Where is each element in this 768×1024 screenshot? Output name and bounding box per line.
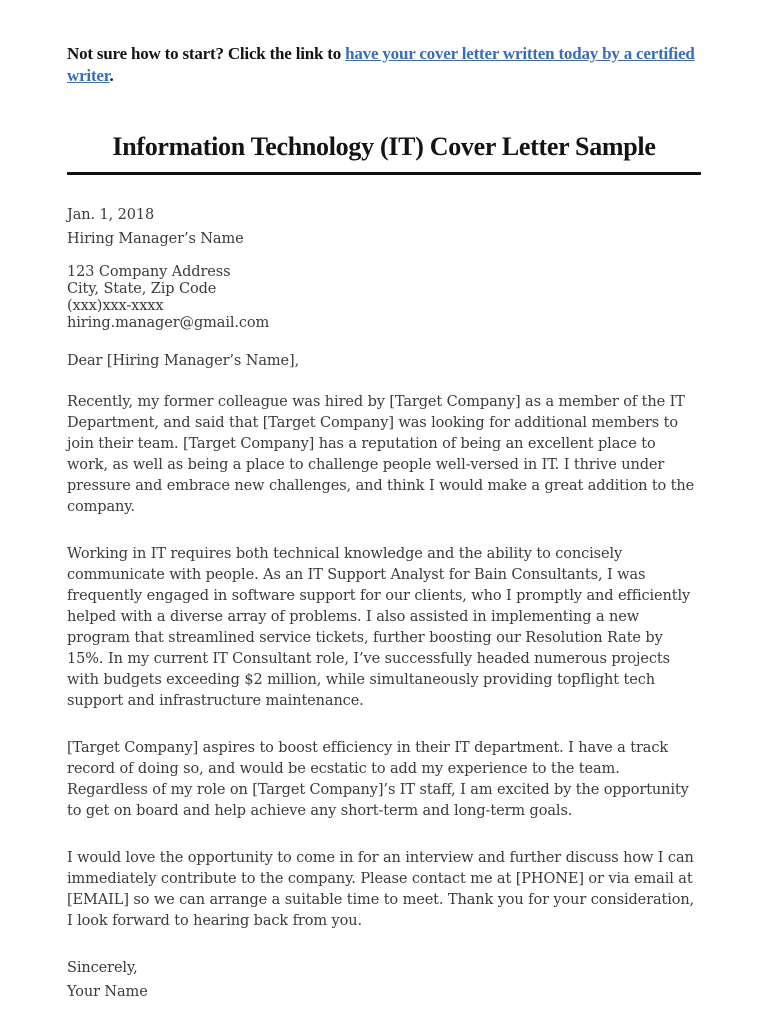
letter-paragraph: Recently, my former colleague was hired by [Target Company] as a member of the IT Department, and said that [Target Company] was looking for additional members to join their team. [Target Company] has a reputation of being an excellent place to work, as well as being a place to challenge people well-versed in IT. I thrive under pressure and embrace new challenges, and think I would make a great addition to the company. (67, 394, 695, 515)
address-block (67, 264, 701, 332)
address-line: hiring.manager@gmail.com (67, 315, 270, 331)
recipient-name: Hiring Manager’s Name (67, 231, 244, 247)
letter-paragraph: Working in IT requires both technical knowledge and the ability to concisely communicate with people. As an IT Support Analyst for Bain Consultants, I was frequently engaged in software support for our clients, who I promptly and efficiently helped with a diverse array of problems. I also assisted in implementing a new program that streamlined service tickets, further boosting our Resolution Rate by 15%. In my current IT Consultant role, I’ve successfully headed numerous projects with budgets exceeding $2 million, while simultaneously providing topflight tech support and infrastructure maintenance. (67, 546, 691, 709)
salutation: Dear [Hiring Manager’s Name], (67, 353, 300, 369)
cover-letter-writer-link[interactable]: have your cover letter written today by a certified writer (67, 44, 695, 85)
letter-date: Jan. 1, 2018 (67, 207, 155, 223)
address-line: 123 Company Address (67, 264, 231, 280)
page-title: Information Technology (IT) Cover Letter Sample (112, 132, 656, 161)
letter-body (67, 205, 701, 1003)
title-section (67, 131, 701, 175)
signature-name: Your Name (67, 984, 148, 1000)
closing: Sincerely, (67, 960, 138, 976)
top-note-suffix: . (109, 66, 114, 85)
address-line: (xxx)xxx-xxxx (67, 298, 164, 314)
address-line: City, State, Zip Code (67, 281, 217, 297)
letter-paragraph: [Target Company] aspires to boost efficiency in their IT department. I have a track record of doing so, and would be ecstatic to add my experience to the team. Regardless of my role on [Target Company]’s IT staff, I am excited by the opportunity to get on board and help achieve any short-term and long-term goals. (67, 740, 689, 819)
letter-paragraph: I would love the opportunity to come in for an interview and further discuss how I can immediately contribute to the company. Please contact me at [PHONE] or via email at [EMAIL] so we can arrange a suitable time to meet. Thank you for your consideration, I look forward to hearing back from you. (67, 850, 695, 929)
top-note-prefix: Not sure how to start? Click the link to (67, 44, 346, 63)
top-note (67, 43, 701, 87)
